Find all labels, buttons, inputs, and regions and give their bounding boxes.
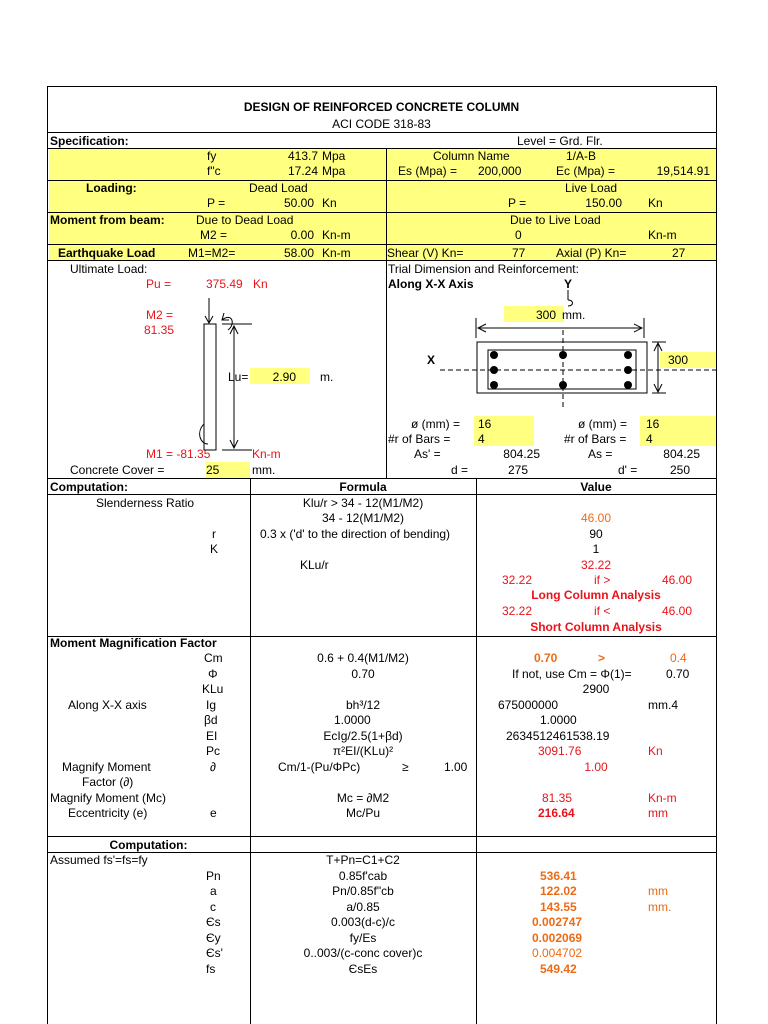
m2-label: M2 = (200, 228, 228, 242)
mc-label: Magnify Moment (Mc) (50, 791, 167, 805)
comp2-value: 536.41 (540, 869, 577, 883)
rebar-6 (490, 381, 498, 389)
cm-label: Cm (204, 651, 223, 665)
phi-value-2: 16 (646, 417, 660, 431)
comp2-symbol: fs (206, 962, 216, 976)
cond1-c: 46.00 (662, 573, 693, 587)
rebar-1 (490, 351, 498, 359)
cm-gt: > (598, 651, 606, 665)
shear-value: 77 (512, 246, 526, 260)
d1-label: d' = (618, 463, 638, 477)
mag-ge: ≥ (402, 760, 409, 774)
comp2-value: 0.002069 (532, 931, 583, 945)
mag-symbol: ∂ (210, 760, 216, 774)
rebar-5 (624, 366, 632, 374)
moment-live-value: 0 (515, 228, 522, 242)
shear-label: Shear (V) Kn= (387, 246, 464, 260)
ei-value: 2634512461538.19 (506, 729, 610, 743)
comp2-formula: a/0.85 (346, 900, 380, 914)
m2-top-value: 81.35 (144, 323, 175, 337)
axial-label: Axial (P) Kn= (556, 246, 627, 260)
ec-value: 19,514.91 (656, 164, 710, 178)
phi-sym: Φ (208, 667, 218, 681)
mc-value: 81.35 (542, 791, 573, 805)
ecc-symbol: e (210, 806, 217, 820)
m2-value: 0.00 (290, 228, 314, 242)
comp2-symbol: a (210, 884, 217, 898)
mc-formula: Mc = ∂M2 (336, 791, 390, 805)
rebar-2 (559, 351, 567, 359)
k-label: K (210, 542, 219, 556)
comp2-value: 549.42 (540, 962, 577, 976)
rebar-3 (624, 351, 632, 359)
comp2-formula: 0..003/(c-conc cover)c (303, 946, 423, 960)
ecc-value: 216.64 (538, 806, 575, 820)
axis-xx-label: Along X-X axis (68, 698, 147, 712)
ei-formula: EcIg/2.5(1+βd) (323, 729, 403, 743)
spec-label: Specification: (50, 134, 129, 148)
pc-formula: π²EI/(KLu)² (332, 744, 394, 758)
klur-value: 32.22 (580, 558, 612, 572)
phi-value: 0.70 (666, 667, 690, 681)
d1-value: 250 (670, 463, 691, 477)
mc-unit: Kn-m (648, 791, 677, 805)
comp2-formula: Pn/0.85f"cb (332, 884, 394, 898)
mag-value: 1.00 (584, 760, 608, 774)
bars-label-1: #r of Bars = (388, 432, 451, 446)
comp2-symbol: Pn (206, 869, 221, 883)
width-value: 300 (536, 308, 557, 322)
live-load-label: Live Load (565, 181, 618, 195)
loading-label: Loading: (86, 181, 137, 195)
phi-label-1: ø (mm) = (411, 417, 460, 431)
ig-value: 675000000 (498, 698, 559, 712)
pu-unit: Kn (253, 277, 268, 291)
cover-label: Concrete Cover = (70, 463, 165, 477)
section-diagram (440, 290, 716, 410)
r-label: r (212, 527, 216, 541)
rebar-4 (490, 366, 498, 374)
dead-p-unit: Kn (322, 196, 337, 210)
es-label: Es (Mpa) = (398, 164, 458, 178)
phi-value-1: 16 (478, 417, 492, 431)
comp2-unit: mm (648, 884, 668, 898)
ig-label: Ig (206, 698, 217, 712)
assumed-formula: T+Pn=C1+C2 (326, 853, 400, 867)
moment-label: Moment from beam: (50, 213, 165, 227)
comp2-value: 0.004702 (532, 946, 583, 960)
height-value: 300 (668, 353, 689, 367)
pc-value: 3091.76 (538, 744, 582, 758)
r-value: 90 (589, 527, 603, 541)
fy-unit: Mpa (322, 149, 346, 163)
bd-label: βd (204, 713, 218, 727)
y-axis-label: Y (564, 277, 573, 291)
cover-value: 25 (206, 463, 220, 477)
cover-unit: mm. (252, 463, 276, 477)
bars-value-2: 4 (646, 432, 653, 446)
bars-label-2: #r of Bars = (564, 432, 627, 446)
fc-label: f"c (207, 164, 221, 178)
eq-m-label: M1=M2= (188, 246, 236, 260)
slender-value-2: 46.00 (580, 511, 612, 525)
cond2-b: if < (594, 604, 611, 618)
comp2-symbol: Єy (206, 931, 221, 945)
klu-value: 2900 (582, 682, 610, 696)
pu-label: Pu = (146, 277, 172, 291)
doc-title: DESIGN OF REINFORCED CONCRETE COLUMN (243, 100, 520, 114)
d-value: 275 (508, 463, 529, 477)
cm-value: 0.70 (534, 651, 558, 665)
slender-formula-2: 34 - 12(M1/M2) (321, 511, 405, 525)
dead-load-label: Dead Load (249, 181, 308, 195)
colname-label: Column Name (433, 149, 510, 163)
column-elevation-diagram (200, 298, 252, 450)
k-value: 1 (592, 542, 600, 556)
pc-unit: Kn (648, 744, 663, 758)
comp2-formula: 0.003(d-c)/c (330, 915, 396, 929)
fy-value: 413.7 (287, 149, 318, 163)
value-header: Value (580, 480, 612, 494)
ecc-unit: mm (648, 806, 668, 820)
ecc-formula: Mc/Pu (345, 806, 380, 820)
klu-label: KLu (202, 682, 224, 696)
lu-label: Lu= (228, 370, 249, 384)
mmf-label: Moment Magnification Factor (50, 636, 217, 650)
axial-value: 27 (672, 246, 686, 260)
phi-label-2: ø (mm) = (578, 417, 627, 431)
ig-formula: bh³/12 (345, 698, 381, 712)
colname-value: 1/A-B (566, 149, 597, 163)
comp2-symbol: c (210, 900, 216, 914)
cm-value-2: 0.4 (670, 651, 687, 665)
comp2-value: 0.002747 (532, 915, 583, 929)
m2-top-label: M2 = (146, 308, 174, 322)
lu-value: 2.90 (272, 370, 296, 384)
ultimate-label: Ultimate Load: (70, 262, 148, 276)
comp2-formula: fy/Es (349, 931, 377, 945)
slender-label: Slenderness Ratio (96, 496, 195, 510)
level-text: Level = Grd. Flr. (517, 134, 603, 148)
d-label: d = (451, 463, 469, 477)
bars-value-1: 4 (478, 432, 485, 446)
fc-unit: Mpa (322, 164, 346, 178)
comp2-value: 122.02 (540, 884, 577, 898)
assumed-label: Assumed fs'=fs=fy (50, 853, 148, 867)
m1-label: M1 = -81.35 (146, 447, 211, 461)
eq-label: Earthquake Load (58, 246, 156, 260)
ei-label: EI (206, 729, 218, 743)
eq-m-value: 58.00 (283, 246, 314, 260)
comp2-symbol: Єs' (206, 946, 223, 960)
comp2-label: Computation: (109, 838, 188, 852)
lu-unit: m. (320, 370, 334, 384)
mag-one: 1.00 (444, 760, 468, 774)
as1-value: 804.25 (503, 447, 540, 461)
cm-formula: 0.6 + 0.4(M1/M2) (317, 651, 409, 665)
moment-live-unit: Kn-m (648, 228, 677, 242)
dead-p-label: P = (207, 196, 226, 210)
phi-note: If not, use Cm = Φ(1)= (512, 667, 632, 681)
comp2-symbol: Єs (206, 915, 221, 929)
y-arrow-curl (568, 300, 573, 306)
x-axis-label: X (427, 353, 436, 367)
rebar-7 (559, 381, 567, 389)
dead-p-value: 50.00 (283, 196, 314, 210)
ecc-label: Eccentricity (e) (68, 806, 148, 820)
moment-dead-label: Due to Dead Load (196, 213, 294, 227)
m1-unit: Kn-m (252, 447, 281, 461)
live-p-unit: Kn (648, 196, 663, 210)
comp2-formula: 0.85f'cab (338, 869, 388, 883)
long-column-text: Long Column Analysis (531, 588, 661, 602)
bd-value: 1.0000 (540, 713, 577, 727)
moment-live-label: Due to Live Load (510, 213, 601, 227)
live-p-value: 150.00 (585, 196, 622, 210)
column-shape (204, 324, 216, 450)
comp2-unit: mm. (648, 900, 672, 914)
width-unit: mm. (562, 308, 586, 322)
fc-value: 17.24 (287, 164, 318, 178)
live-p-label: P = (508, 196, 527, 210)
ig-unit: mm.4 (648, 698, 678, 712)
mag-label-1: Magnify Moment (62, 760, 151, 774)
short-column-text: Short Column Analysis (530, 620, 662, 634)
fy-label: fy (207, 149, 217, 163)
r-formula: 0.3 x ('d' to the direction of bending) (260, 527, 451, 541)
es-value: 200,000 (478, 164, 522, 178)
rebar-8 (624, 381, 632, 389)
mag-label-2: Factor (∂) (82, 775, 134, 789)
cond1-b: if > (594, 573, 611, 587)
ec-label: Ec (Mpa) = (556, 164, 616, 178)
klur-label: KLu/r (300, 558, 329, 572)
pc-label: Pc (206, 744, 221, 758)
pu-value: 375.49 (206, 277, 243, 291)
computation-label: Computation: (50, 480, 128, 494)
mag-formula: Cm/1-(Pu/ΦPc) (278, 760, 361, 774)
comp2-value: 143.55 (540, 900, 577, 914)
cond2-a: 32.22 (502, 604, 533, 618)
eq-m-unit: Kn-m (322, 246, 351, 260)
cond2-c: 46.00 (662, 604, 693, 618)
slender-formula-1: Klu/r > 34 - 12(M1/M2) (302, 496, 424, 510)
as-label: As = (588, 447, 613, 461)
trial-label: Trial Dimension and Reinforcement: (388, 262, 579, 276)
cond1-a: 32.22 (502, 573, 533, 587)
phi-formula: 0.70 (351, 667, 375, 681)
as-value: 804.25 (663, 447, 700, 461)
axis-label: Along X-X Axis (388, 277, 474, 291)
m2-unit: Kn-m (322, 228, 351, 242)
bd-formula: 1.0000 (334, 713, 371, 727)
formula-header: Formula (339, 480, 387, 494)
doc-code: ACI CODE 318-83 (332, 117, 431, 131)
as1-label: As' = (414, 447, 441, 461)
comp2-formula: ЄsEs (348, 962, 378, 976)
